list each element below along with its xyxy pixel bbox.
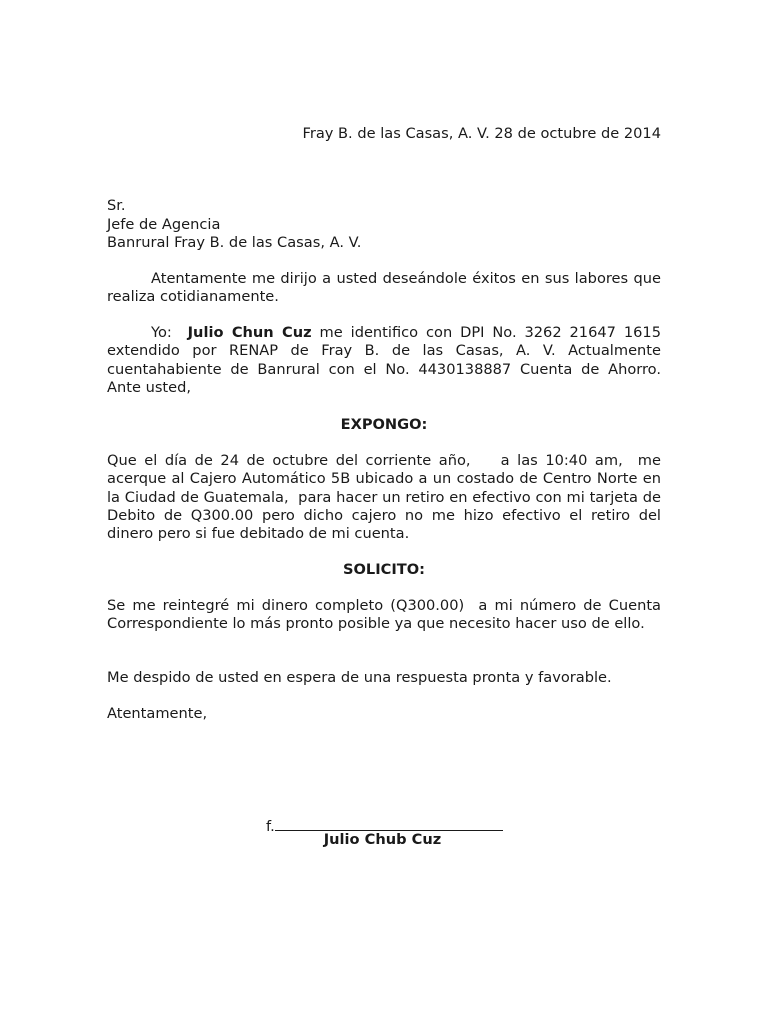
recipient-salutation: Sr.	[107, 197, 126, 214]
recipient-position: Jefe de Agencia	[107, 215, 221, 233]
identification-paragraph	[107, 324, 666, 397]
solicito-paragraph: Se me reintegré mi dinero completo (Q300.00) a mi número de Cuenta Correspondiente lo más pronto posible ya que necesito hacer uso de ello.	[107, 597, 666, 633]
heading-expongo: EXPONGO:	[340, 416, 428, 433]
identification-name: Julio Chun Cuz	[187, 324, 312, 341]
intro-paragraph: Atentamente me dirijo a usted deseándole éxitos en sus labores que realiza cotidianamente.	[107, 270, 661, 306]
date-line: Fray B. de las Casas, A. V. 28 de octubre de 2014	[302, 125, 661, 142]
closing-line: Atentamente,	[107, 705, 208, 722]
signature-rule	[275, 814, 503, 831]
farewell-paragraph: Me despido de usted en espera de una respuesta pronta y favorable.	[107, 669, 612, 686]
identification-prefix: Yo:	[151, 324, 188, 341]
identification-text: me identifico con DPI No. 3262 21647 1615 extendido por RENAP de Fray B. de las Casas, A. V. Actualmente cuentahabiente de Banrural con el No. 4430138887 Cuenta de Ahorro. Ante usted,	[107, 324, 666, 396]
recipient-institution: Banrural Fray B. de las Casas, A. V.	[107, 234, 362, 251]
signature-name: Julio Chub Cuz	[323, 831, 442, 848]
signature-prefix: f.	[266, 818, 275, 835]
recipient-block	[107, 197, 661, 253]
heading-solicito: SOLICITO:	[343, 561, 425, 578]
expongo-paragraph: Que el día de 24 de octubre del corriente año, a las 10:40 am, me acerque al Cajero Automático 5B ubicado a un costado de Centro Norte en la Ciudad de Guatemala, para hacer un retiro en efectivo con mi tarjeta de Debito de Q300.00 pero dicho cajero no me hizo efectivo el retiro del dinero pero si fue debitado de mi cuenta.	[107, 452, 666, 543]
